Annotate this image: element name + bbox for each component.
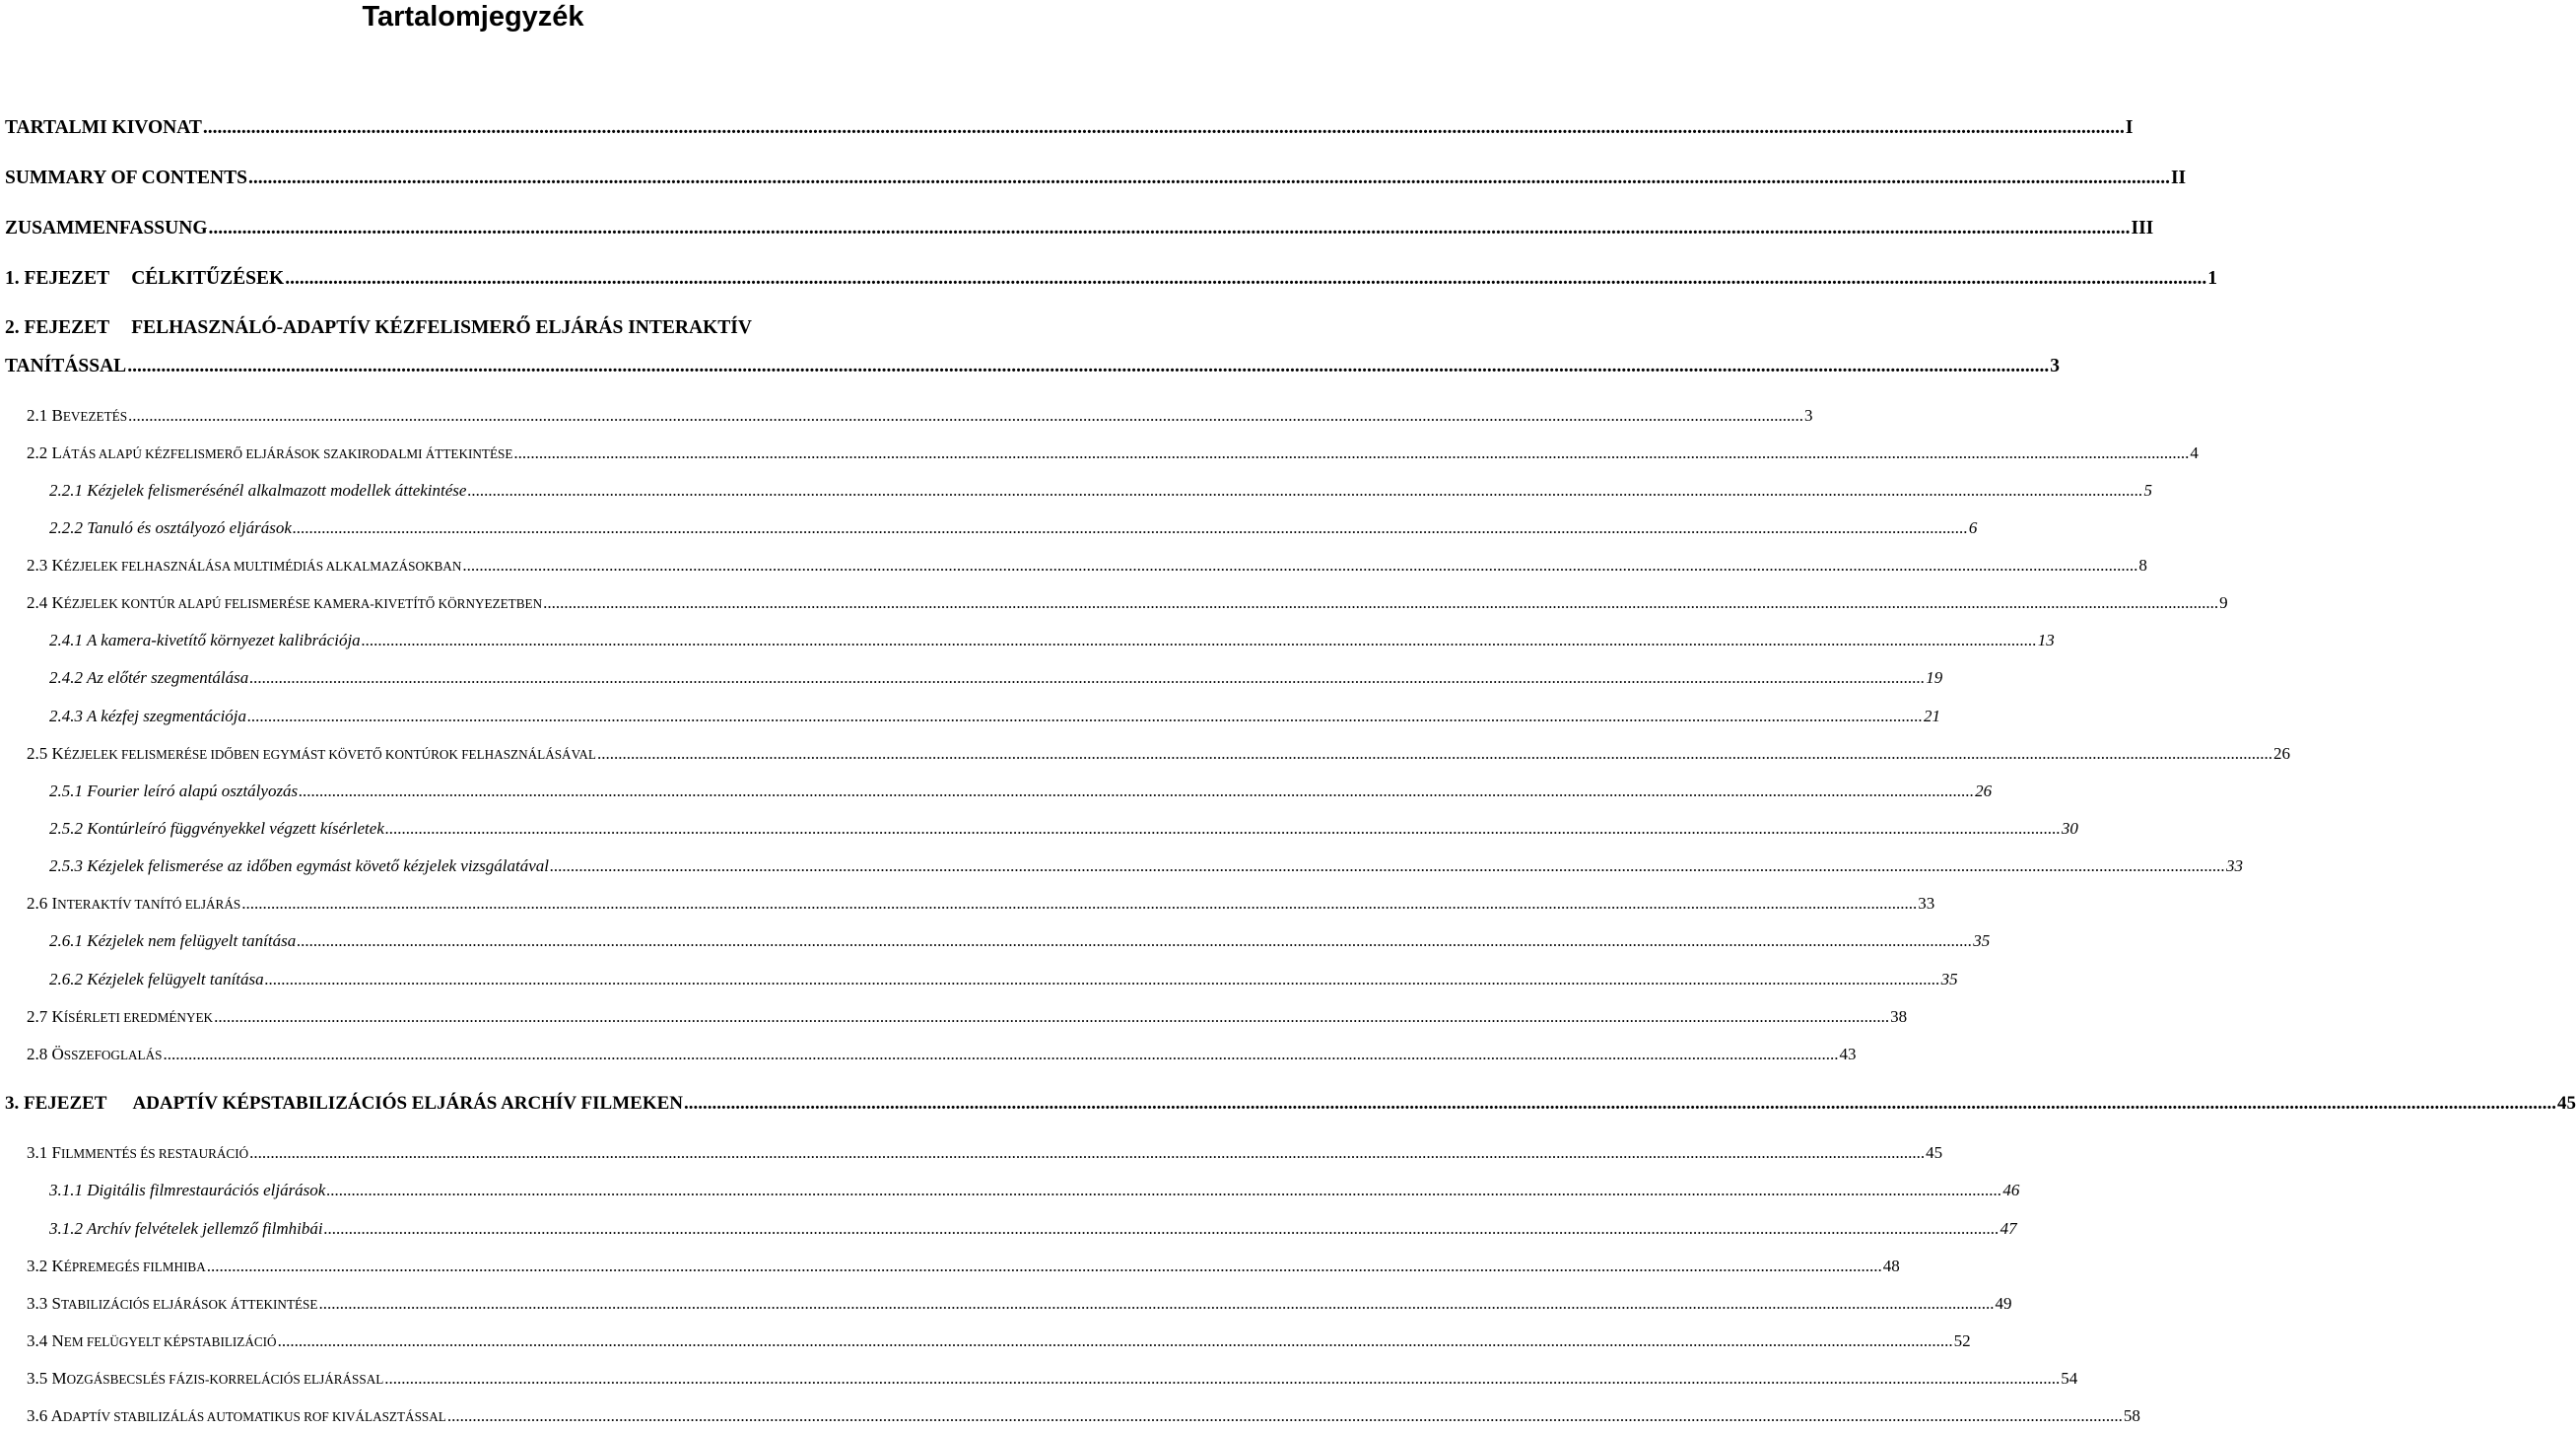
toc-entry[interactable] <box>49 515 1978 541</box>
section-number: 2.8 <box>27 1045 48 1063</box>
dot-leader: ................................................................................................................................................................................................................................................................................................................................................................................................................ <box>206 1257 1882 1275</box>
page-number: 8 <box>2138 556 2147 575</box>
dot-leader: ................................................................................................................................................................................................................................................................................................................................................................................................................ <box>323 1219 2000 1238</box>
toc-entry-label <box>5 166 247 191</box>
toc-entry-label <box>27 1291 317 1318</box>
page-number: 21 <box>1924 707 1941 725</box>
toc-entry-label <box>27 1042 162 1068</box>
page-number: 45 <box>1926 1143 1943 1162</box>
section-title-initial: Ö <box>51 1045 64 1063</box>
page-number: 26 <box>1975 782 1993 800</box>
toc-entry-label <box>5 266 284 292</box>
chapter-title: TARTALMI KIVONAT <box>5 117 202 138</box>
toc-entry[interactable] <box>5 115 2134 141</box>
dot-leader: ................................................................................................................................................................................................................................................................................................................................................................................................................ <box>127 356 2050 376</box>
toc-entry-label <box>27 441 512 467</box>
page-number: 46 <box>2002 1181 2020 1199</box>
dot-leader: ................................................................................................................................................................................................................................................................................................................................................................................................................ <box>299 782 1975 800</box>
dot-leader: ................................................................................................................................................................................................................................................................................................................................................................................................................ <box>384 819 2061 838</box>
chapter-title: ADAPTÍV KÉPSTABILIZÁCIÓS ELJÁRÁS ARCHÍV FILMEKEN <box>132 1093 683 1114</box>
toc-entry[interactable] <box>5 1091 2576 1117</box>
toc-entry[interactable] <box>49 853 2244 879</box>
page-number: 54 <box>2061 1369 2078 1388</box>
section-title-rest: ÉZJELEK KONTÚR ALAPÚ FELISMERÉSE KAMERA-KIVETÍTŐ KÖRNYEZETBEN <box>63 596 543 611</box>
toc-entry-label <box>5 216 207 241</box>
dot-leader: ................................................................................................................................................................................................................................................................................................................................................................................................................ <box>264 970 1940 988</box>
section-number: 2.7 <box>27 1007 48 1026</box>
section-title-initial: K <box>51 593 64 612</box>
page-number: 1 <box>2207 268 2217 289</box>
dot-leader: ................................................................................................................................................................................................................................................................................................................................................................................................................ <box>684 1093 2556 1114</box>
dot-leader: ................................................................................................................................................................................................................................................................................................................................................................................................................ <box>247 707 1924 725</box>
toc-entry[interactable] <box>5 354 2060 379</box>
dot-leader: ................................................................................................................................................................................................................................................................................................................................................................................................................ <box>462 556 2138 575</box>
subsection-title: 2.4.2 Az előtér szegmentálása <box>49 668 249 687</box>
toc-entry[interactable] <box>49 779 1993 804</box>
dot-leader: ................................................................................................................................................................................................................................................................................................................................................................................................................ <box>277 1331 1953 1350</box>
toc-entry-label <box>5 115 202 141</box>
section-title-initial: M <box>51 1369 67 1388</box>
chapter-number: 3. FEJEZET <box>5 1093 107 1114</box>
dot-leader: ................................................................................................................................................................................................................................................................................................................................................................................................................ <box>292 518 1968 537</box>
chapter-number: 2. FEJEZET <box>5 317 110 338</box>
subsection-title: 2.2.1 Kézjelek felismerésénél alkalmazott modellek áttekintése <box>49 481 467 500</box>
toc-entry[interactable] <box>5 266 2217 292</box>
toc-entry[interactable] <box>27 891 1935 917</box>
toc-entry[interactable] <box>27 1291 2012 1317</box>
toc-entry[interactable] <box>49 967 1958 992</box>
chapter-title: FELHASZNÁLÓ-ADAPTÍV KÉZFELISMERŐ ELJÁRÁS INTERAKTÍV <box>131 317 752 338</box>
dot-leader: ................................................................................................................................................................................................................................................................................................................................................................................................................ <box>285 268 2207 289</box>
page-number: 3 <box>1804 406 1813 425</box>
toc-entry-label <box>49 515 292 541</box>
section-number: 2.6 <box>27 894 48 913</box>
page-number: 35 <box>1940 970 1958 988</box>
toc-entry[interactable] <box>5 315 941 341</box>
page-number: 30 <box>2061 819 2078 838</box>
subsection-title: 3.1.1 Digitális filmrestaurációs eljárások <box>49 1181 326 1199</box>
toc-entry-label <box>49 816 384 842</box>
subsection-title: 3.1.2 Archív felvételek jellemző filmhibái <box>49 1219 323 1238</box>
toc-entry-label <box>49 853 549 879</box>
section-number: 3.3 <box>27 1294 48 1313</box>
toc-entry-label <box>27 590 542 617</box>
dot-leader: ................................................................................................................................................................................................................................................................................................................................................................................................................ <box>543 593 2219 612</box>
toc-entry[interactable] <box>27 403 1813 429</box>
toc-entry-label <box>49 779 298 804</box>
page-number: 5 <box>2143 481 2152 500</box>
section-title-initial: K <box>51 556 64 575</box>
section-title-rest: SSZEFOGLALÁS <box>63 1048 163 1062</box>
dot-leader: ................................................................................................................................................................................................................................................................................................................................................................................................................ <box>467 481 2143 500</box>
section-number: 2.2 <box>27 443 48 462</box>
section-title-initial: N <box>51 1331 64 1350</box>
toc-entry-label <box>27 1403 446 1430</box>
toc-entry[interactable] <box>27 1004 1908 1030</box>
dot-leader: ................................................................................................................................................................................................................................................................................................................................................................................................................ <box>550 856 2226 875</box>
subsection-title: 2.6.2 Kézjelek felügyelt tanítása <box>49 970 264 988</box>
dot-leader: ................................................................................................................................................................................................................................................................................................................................................................................................................ <box>326 1181 2002 1199</box>
section-title-rest: EM FELÜGYELT KÉPSTABILIZÁCIÓ <box>63 1334 277 1349</box>
section-title-initial: I <box>51 894 58 913</box>
section-title-rest: TABILIZÁCIÓS ELJÁRÁSOK ÁTTEKINTÉSE <box>60 1297 318 1312</box>
dot-leader: ................................................................................................................................................................................................................................................................................................................................................................................................................ <box>318 1294 1995 1313</box>
page-title: Tartalomjegyzék <box>362 1 584 33</box>
section-title-initial: S <box>51 1294 61 1313</box>
section-title-initial: K <box>51 744 64 763</box>
toc-entry-label <box>49 967 264 992</box>
toc-entry[interactable] <box>27 1254 1900 1279</box>
subsection-title: 2.2.2 Tanuló és osztályozó eljárások <box>49 518 292 537</box>
chapter-title: CÉLKITŰZÉSEK <box>131 268 285 289</box>
subsection-title: 2.4.3 A kézfej szegmentációja <box>49 707 247 725</box>
page-number: 9 <box>2219 593 2228 612</box>
toc-entry[interactable] <box>49 704 1941 729</box>
dot-leader: ................................................................................................................................................................................................................................................................................................................................................................................................................ <box>249 1143 1926 1162</box>
subsection-title: 2.5.1 Fourier leíró alapú osztályozás <box>49 782 299 800</box>
page-number: 26 <box>2272 744 2290 763</box>
subsection-title: 2.4.1 A kamera-kivetítő környezet kalibrációja <box>49 631 361 649</box>
toc-entry-label <box>49 1178 325 1203</box>
section-title-rest: ÉZJELEK FELISMERÉSE IDŐBEN EGYMÁST KÖVETŐ KONTÚROK FELHASZNÁLÁSÁVAL <box>63 747 596 762</box>
section-number: 3.5 <box>27 1369 48 1388</box>
dot-leader: ................................................................................................................................................................................................................................................................................................................................................................................................................ <box>249 668 1926 687</box>
toc-entry-label <box>49 628 361 653</box>
dot-leader: ................................................................................................................................................................................................................................................................................................................................................................................................................ <box>163 1045 1839 1063</box>
toc-entry-label <box>5 1091 683 1117</box>
page-number: II <box>2170 168 2187 188</box>
toc-entry-label <box>5 317 752 338</box>
page-number: I <box>2125 117 2134 138</box>
page-number: 38 <box>1890 1007 1908 1026</box>
page-number: 6 <box>1968 518 1978 537</box>
subsection-title: 2.5.3 Kézjelek felismerése az időben egymást követő kézjelek vizsgálatával <box>49 856 550 875</box>
toc-entry[interactable] <box>49 628 2055 653</box>
toc-entry-label <box>27 1254 206 1280</box>
dot-leader: ................................................................................................................................................................................................................................................................................................................................................................................................................ <box>596 744 2272 763</box>
toc-entry[interactable] <box>27 1328 1971 1354</box>
dot-leader: ................................................................................................................................................................................................................................................................................................................................................................................................................ <box>241 894 1918 913</box>
dot-leader: ................................................................................................................................................................................................................................................................................................................................................................................................................ <box>513 443 2190 462</box>
toc-entry[interactable] <box>49 478 2152 504</box>
dot-leader: ................................................................................................................................................................................................................................................................................................................................................................................................................ <box>202 117 2125 138</box>
toc-entry-label <box>27 741 596 768</box>
section-title-rest: ÉPREMEGÉS FILMHIBA <box>63 1260 206 1274</box>
toc-entry[interactable] <box>27 1042 1857 1067</box>
dot-leader: ................................................................................................................................................................................................................................................................................................................................................................................................................ <box>247 168 2170 188</box>
section-title-rest: ÉZJELEK FELHASZNÁLÁSA MULTIMÉDIÁS ALKALMAZÁSOKBAN <box>63 559 462 574</box>
page-number: 49 <box>1995 1294 2012 1313</box>
section-title-rest: ÍSÉRLETI EREDMÉNYEK <box>63 1010 214 1025</box>
chapter-title: ZUSAMMENFASSUNG <box>5 218 208 238</box>
section-title-initial: A <box>50 1406 63 1425</box>
toc-entry[interactable] <box>27 741 2290 767</box>
page-number: 33 <box>1918 894 1935 913</box>
toc-entry[interactable] <box>27 553 2147 579</box>
toc-entry-label <box>49 1216 323 1242</box>
toc-entry[interactable] <box>27 1140 1943 1166</box>
toc-entry-label <box>49 665 248 691</box>
toc-entry-label <box>27 1004 213 1031</box>
section-number: 2.5 <box>27 744 48 763</box>
toc-entry[interactable] <box>27 1366 2078 1392</box>
section-number: 3.1 <box>27 1143 48 1162</box>
dot-leader: ................................................................................................................................................................................................................................................................................................................................................................................................................ <box>128 406 1804 425</box>
toc-entry[interactable] <box>49 928 1991 954</box>
toc-entry[interactable] <box>27 1403 2140 1429</box>
toc-entry[interactable] <box>49 665 1943 691</box>
toc-entry[interactable] <box>27 441 2199 466</box>
toc-entry[interactable] <box>49 816 2078 842</box>
chapter-title: SUMMARY OF CONTENTS <box>5 168 247 188</box>
toc-entry[interactable] <box>49 1216 2017 1242</box>
page-number: 33 <box>2226 856 2244 875</box>
page-number: 48 <box>1882 1257 1900 1275</box>
toc-entry[interactable] <box>27 590 2228 616</box>
subsection-title: 2.5.2 Kontúrleíró függvényekkel végzett kísérletek <box>49 819 384 838</box>
toc-entry[interactable] <box>5 216 2154 241</box>
section-number: 3.6 <box>27 1406 48 1425</box>
section-title-initial: L <box>51 443 62 462</box>
toc-entry-label <box>49 704 246 729</box>
page-number: 58 <box>2123 1406 2140 1425</box>
section-title-rest: OZGÁSBECSLÉS FÁZIS-KORRELÁCIÓS ELJÁRÁSSAL <box>66 1372 384 1387</box>
toc-entry-label <box>27 403 127 430</box>
section-number: 3.4 <box>27 1331 48 1350</box>
toc-entry-label <box>27 1366 383 1393</box>
section-number: 2.4 <box>27 593 48 612</box>
section-number: 3.2 <box>27 1257 48 1275</box>
page-number: 45 <box>2557 1093 2576 1114</box>
section-title-initial: B <box>51 406 63 425</box>
page-number: 4 <box>2190 443 2199 462</box>
chapter-title: TANÍTÁSSAL <box>5 356 127 376</box>
section-title-initial: K <box>51 1007 64 1026</box>
section-title-initial: F <box>51 1143 61 1162</box>
section-title-rest: NTERAKTÍV TANÍTÓ ELJÁRÁS <box>57 897 241 912</box>
section-title-rest: ÁTÁS ALAPÚ KÉZFELISMERŐ ELJÁRÁSOK SZAKIRODALMI ÁTTEKINTÉSE <box>61 446 513 461</box>
section-number: 2.3 <box>27 556 48 575</box>
dot-leader: ................................................................................................................................................................................................................................................................................................................................................................................................................ <box>446 1406 2123 1425</box>
section-title-rest: DAPTÍV STABILIZÁLÁS AUTOMATIKUS ROF KIVÁLASZTÁSSAL <box>62 1409 446 1424</box>
subsection-title: 2.6.1 Kézjelek nem felügyelt tanítása <box>49 931 297 950</box>
toc-entry-label <box>27 553 461 579</box>
page-number: 3 <box>2050 356 2060 376</box>
section-title-rest: EVEZETÉS <box>62 409 128 424</box>
page-number: III <box>2131 218 2154 238</box>
toc-entry-label <box>27 891 240 918</box>
page-number: 47 <box>2000 1219 2017 1238</box>
dot-leader: ................................................................................................................................................................................................................................................................................................................................................................................................................ <box>361 631 2037 649</box>
toc-entry-label <box>27 1140 248 1167</box>
dot-leader: ................................................................................................................................................................................................................................................................................................................................................................................................................ <box>297 931 1973 950</box>
toc-entry-label <box>27 1328 277 1355</box>
page-number: 43 <box>1839 1045 1857 1063</box>
section-title-rest: ILMMENTÉS ÉS RESTAURÁCIÓ <box>60 1146 249 1161</box>
toc-entry-label <box>5 354 126 379</box>
dot-leader: ................................................................................................................................................................................................................................................................................................................................................................................................................ <box>208 218 2131 238</box>
dot-leader: ................................................................................................................................................................................................................................................................................................................................................................................................................ <box>384 1369 2061 1388</box>
section-number: 2.1 <box>27 406 48 425</box>
toc-entry-label <box>49 478 466 504</box>
toc-entry-label <box>49 928 296 954</box>
toc-entry[interactable] <box>5 166 2187 191</box>
dot-leader: ................................................................................................................................................................................................................................................................................................................................................................................................................ <box>214 1007 1890 1026</box>
page-number: 19 <box>1926 668 1943 687</box>
section-title-initial: K <box>51 1257 64 1275</box>
toc-entry[interactable] <box>49 1178 2020 1203</box>
page-number: 35 <box>1973 931 1991 950</box>
chapter-number: 1. FEJEZET <box>5 268 110 289</box>
page-number: 13 <box>2037 631 2055 649</box>
page-number: 52 <box>1953 1331 1971 1350</box>
